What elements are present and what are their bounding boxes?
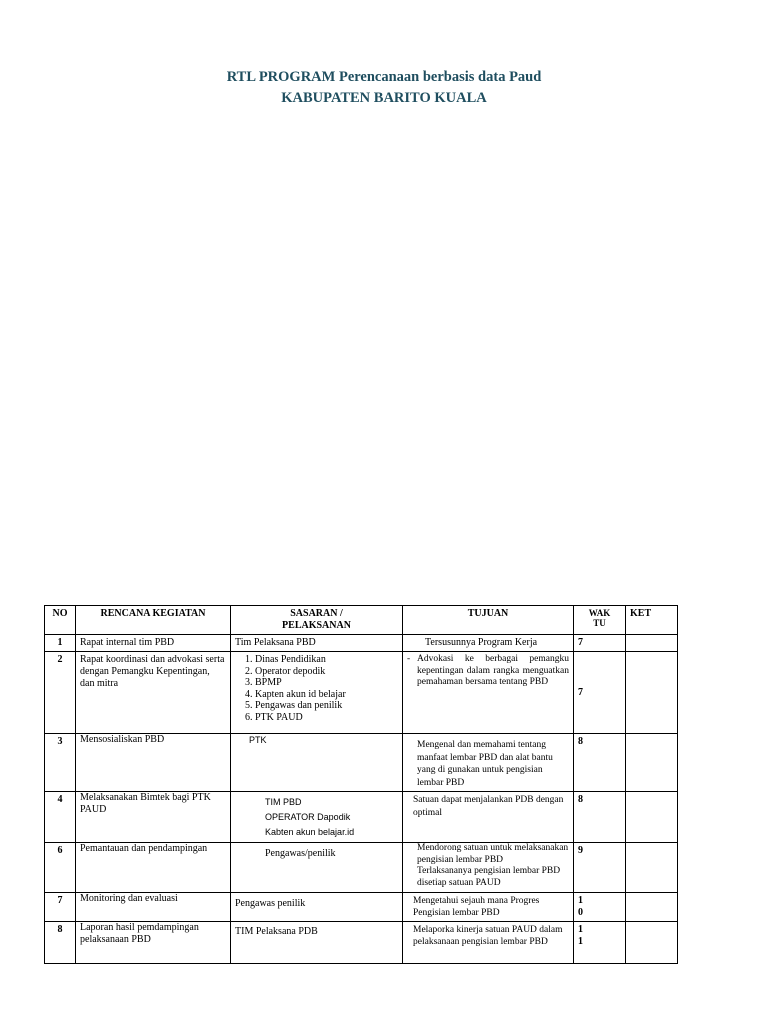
row-ket	[626, 893, 678, 922]
row-sasaran	[231, 652, 403, 734]
table-row	[45, 652, 678, 734]
table-row	[45, 635, 678, 652]
tujuan-text: Advokasi ke berbagai pemangku kepentingan dalam rangka menguatkan pemahaman bersama tentang PBD	[417, 654, 569, 687]
list-item: 4. Kapten akun id belajar	[255, 689, 398, 701]
row-no: 3	[45, 734, 76, 792]
waktu-line: 1	[578, 924, 583, 935]
list-item: 5. Pengawas dan penilik	[255, 700, 398, 712]
row-tujuan: Mengetahui sejauh mana Progres Pengisian lembar PBD	[403, 893, 574, 922]
row-no: 7	[45, 893, 76, 922]
row-ket	[626, 922, 678, 964]
row-tujuan	[403, 843, 574, 893]
waktu-line: 1	[578, 936, 583, 947]
row-tujuan: Melaporka kinerja satuan PAUD dalam pelaksanaan pengisian lembar PBD	[403, 922, 574, 964]
row-rencana: Mensosialiskan PBD	[76, 734, 231, 792]
sasaran-list	[237, 654, 398, 723]
row-rencana: Monitoring dan evaluasi	[76, 893, 231, 922]
document-title: RTL PROGRAM Perencanaan berbasis data Paud	[226, 69, 542, 85]
list-item: 6. PTK PAUD	[255, 712, 398, 724]
sasaran-line: OPERATOR Dapodik	[265, 812, 351, 822]
header-no: NO	[45, 606, 76, 635]
row-waktu: 7	[574, 635, 626, 652]
row-no: 2	[45, 652, 76, 734]
row-ket	[626, 652, 678, 734]
row-no: 1	[45, 635, 76, 652]
waktu-line: 1	[578, 895, 583, 906]
row-rencana: Rapat koordinasi dan advokasi serta dengan Pemangku Kepentingan, dan mitra	[76, 652, 231, 734]
sasaran-line: TIM PBD	[265, 797, 302, 807]
row-tujuan	[403, 652, 574, 734]
row-waktu: 8	[574, 734, 626, 792]
row-rencana: Laporan hasil pemdampingan pelaksanaan PBD	[76, 922, 231, 964]
row-ket	[626, 635, 678, 652]
tujuan-line: Mendorong satuan untuk melaksanakan pengisian lembar PBD	[417, 843, 569, 865]
list-item: 1. Dinas Pendidikan	[255, 654, 398, 666]
row-waktu	[574, 893, 626, 922]
rtl-table	[44, 605, 678, 964]
row-tujuan: Mengenal dan memahami tentang manfaat lembar PBD dan alat bantu yang di gunakan untuk pengisian lembar PBD	[403, 734, 574, 792]
sasaran-line: Kabten akun belajar.id	[265, 827, 355, 837]
row-ket	[626, 734, 678, 792]
header-rencana-kegiatan: RENCANA KEGIATAN	[76, 606, 231, 635]
header-sasaran	[231, 606, 403, 635]
tujuan-bullet: -	[407, 654, 411, 664]
header-waktu-line1: WAK	[588, 608, 611, 618]
row-waktu: 9	[574, 843, 626, 893]
header-waktu	[574, 606, 626, 635]
table-header-row	[45, 606, 678, 635]
header-sasaran-line1: SASARAN /	[290, 608, 343, 619]
header-tujuan: TUJUAN	[403, 606, 574, 635]
row-sasaran: Pengawas/penilik	[231, 843, 403, 893]
row-no: 8	[45, 922, 76, 964]
row-tujuan: Tersusunnya Program Kerja	[403, 635, 574, 652]
row-sasaran	[231, 792, 403, 843]
row-sasaran: Pengawas penilik	[231, 893, 403, 922]
table-row	[45, 843, 678, 893]
row-waktu	[574, 922, 626, 964]
table-row	[45, 922, 678, 964]
header-sasaran-line2: PELAKSANAN	[282, 620, 351, 631]
tujuan-line: Terlaksananya pengisian lembar PBD disetiap satuan PAUD	[417, 866, 561, 888]
row-ket	[626, 843, 678, 893]
row-sasaran: Tim Pelaksana PBD	[231, 635, 403, 652]
row-sasaran: TIM Pelaksana PDB	[231, 922, 403, 964]
row-no: 6	[45, 843, 76, 893]
header-ket: KET	[626, 606, 678, 635]
list-item: 2. Operator depodik	[255, 666, 398, 678]
document-subtitle: KABUPATEN BARITO KUALA	[281, 90, 487, 106]
table-row	[45, 792, 678, 843]
table-row	[45, 734, 678, 792]
row-no: 4	[45, 792, 76, 843]
row-waktu: 8	[574, 792, 626, 843]
row-rencana: Melaksanakan Bimtek bagi PTK PAUD	[76, 792, 231, 843]
row-sasaran: PTK	[231, 734, 403, 792]
table-row	[45, 893, 678, 922]
header-waktu-line2: TU	[593, 618, 606, 628]
row-waktu: 7	[574, 652, 626, 734]
row-tujuan: Satuan dapat menjalankan PDB dengan optimal	[403, 792, 574, 843]
row-rencana: Pemantauan dan pendampingan	[76, 843, 231, 893]
row-ket	[626, 792, 678, 843]
list-item: 3. BPMP	[255, 677, 398, 689]
waktu-line: 0	[578, 907, 583, 918]
row-rencana: Rapat internal tim PBD	[76, 635, 231, 652]
